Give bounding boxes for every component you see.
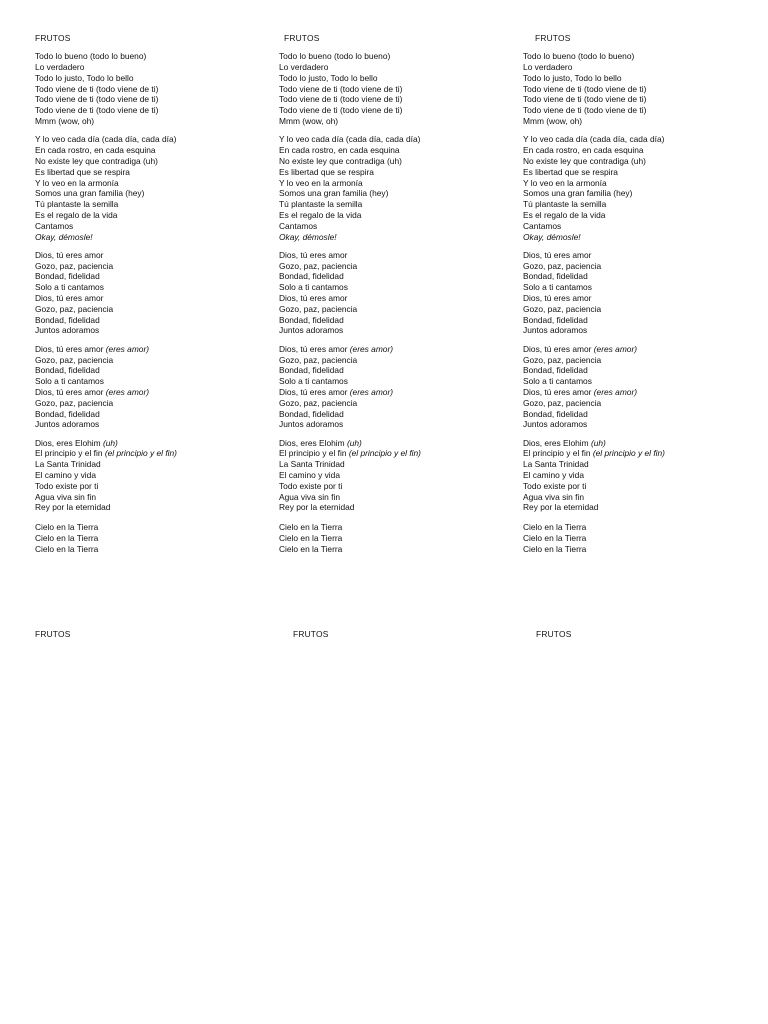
lyrics-line-text: Cielo en la Tierra <box>523 532 587 543</box>
lyrics-line-text: Bondad, fidelidad <box>523 314 588 325</box>
song-title: FRUTOS <box>535 33 571 43</box>
lyrics-line <box>523 533 758 544</box>
lyrics-line <box>35 188 270 199</box>
lyrics-line <box>279 51 514 62</box>
lyrics-line <box>523 261 758 272</box>
lyrics-line <box>35 199 270 210</box>
lyrics-line-text: Es el regalo de la vida <box>279 209 362 220</box>
lyrics-line <box>523 73 758 84</box>
lyrics-line-text: Agua viva sin fin <box>35 491 96 502</box>
lyrics-line <box>279 134 514 145</box>
lyrics-line-text: Mmm (wow, oh) <box>35 116 95 127</box>
lyrics-line <box>35 344 270 355</box>
lyrics-line <box>279 250 514 261</box>
lyrics-line <box>523 210 758 221</box>
lyrics-line-text: No existe ley que contradiga (uh) <box>523 155 646 166</box>
footer-title-2: FRUTOS <box>293 629 329 639</box>
lyrics-stanza <box>279 51 514 127</box>
lyrics-line-text: Juntos adoramos <box>279 419 344 430</box>
lyrics-line <box>523 271 758 282</box>
lyrics-line-text: Bondad, fidelidad <box>279 271 344 282</box>
lyrics-line <box>523 178 758 189</box>
lyrics-line-text: Todo viene de ti (todo viene de ti) <box>523 94 647 105</box>
lyrics-stanza <box>279 438 514 514</box>
lyrics-column-1 <box>35 33 270 555</box>
lyrics-line-text: El camino y vida <box>523 469 584 480</box>
lyrics-line-text: Todo viene de ti (todo viene de ti) <box>279 94 403 105</box>
lyrics-stanza <box>35 250 270 336</box>
lyrics-line <box>35 232 270 243</box>
lyrics-line <box>523 470 758 481</box>
lyrics-line-text: Todo viene de ti (todo viene de ti) <box>523 105 647 116</box>
lyrics-stanza <box>35 134 270 242</box>
lyrics-line-text: Gozo, paz, paciencia <box>523 354 602 365</box>
lyrics-line <box>35 156 270 167</box>
lyrics-line <box>523 544 758 555</box>
lyrics-line-text: Solo a ti cantamos <box>523 282 592 293</box>
lyrics-line <box>523 419 758 430</box>
lyrics-line <box>35 221 270 232</box>
lyrics-line-text: Y lo veo en la armonía <box>279 177 363 188</box>
lyrics-line <box>523 116 758 127</box>
lyrics-line-echo: (eres amor) <box>105 343 150 354</box>
lyrics-line-text: Bondad, fidelidad <box>523 365 588 376</box>
lyrics-stanza <box>35 522 270 554</box>
lyrics-line <box>35 145 270 156</box>
lyrics-line-text: Juntos adoramos <box>35 325 100 336</box>
lyrics-line <box>523 304 758 315</box>
lyrics-line-text: Dios, tú eres amor <box>279 343 350 354</box>
lyrics-line-text: El camino y vida <box>35 469 96 480</box>
lyrics-line-text: El principio y el fin <box>35 448 105 459</box>
lyrics-stanza <box>35 438 270 514</box>
lyrics-line-text: Bondad, fidelidad <box>523 408 588 419</box>
lyrics-line <box>279 315 514 326</box>
lyrics-line <box>35 271 270 282</box>
lyrics-line <box>279 376 514 387</box>
lyrics-line <box>523 325 758 336</box>
lyrics-line-text: Todo viene de ti (todo viene de ti) <box>35 105 159 116</box>
lyrics-line-text: Lo verdadero <box>35 62 85 73</box>
lyrics-line <box>523 344 758 355</box>
lyrics-line <box>35 167 270 178</box>
lyrics-line-text: Todo viene de ti (todo viene de ti) <box>35 83 159 94</box>
lyrics-line-text: Gozo, paz, paciencia <box>523 260 602 271</box>
lyrics-line-text: Gozo, paz, paciencia <box>35 397 114 408</box>
lyrics-line-text: Cielo en la Tierra <box>35 522 99 533</box>
lyrics-line <box>523 105 758 116</box>
lyrics-line-echo: (uh) <box>590 437 606 448</box>
lyrics-line-text: Y lo veo en la armonía <box>35 177 119 188</box>
lyrics-line-text: Solo a ti cantamos <box>279 376 348 387</box>
lyrics-line <box>35 325 270 336</box>
lyrics-line-text: Somos una gran familia (hey) <box>35 188 145 199</box>
lyrics-line <box>279 355 514 366</box>
lyrics-line-text: Dios, tú eres amor <box>35 249 104 260</box>
lyrics-line-echo: (el principio y el fin) <box>592 448 665 459</box>
lyrics-line <box>523 62 758 73</box>
lyrics-stanza <box>35 344 270 430</box>
lyrics-line-text: Todo viene de ti (todo viene de ti) <box>279 105 403 116</box>
lyrics-line <box>35 398 270 409</box>
lyrics-line-text: Solo a ti cantamos <box>35 282 104 293</box>
lyrics-line-text: Dios, tú eres amor <box>523 343 594 354</box>
lyrics-line <box>279 409 514 420</box>
lyrics-line-text: Cielo en la Tierra <box>35 532 99 543</box>
lyrics-line-text: Juntos adoramos <box>523 419 588 430</box>
lyrics-line <box>279 73 514 84</box>
lyrics-line-text: En cada rostro, en cada esquina <box>523 145 644 156</box>
lyrics-stanza <box>35 51 270 127</box>
lyrics-line-echo: (eres amor) <box>349 386 394 397</box>
lyrics-line <box>523 365 758 376</box>
lyrics-line <box>35 73 270 84</box>
lyrics-line-text: No existe ley que contradiga (uh) <box>279 155 402 166</box>
lyrics-line-text: Gozo, paz, paciencia <box>279 260 358 271</box>
lyrics-line-text: Gozo, paz, paciencia <box>523 303 602 314</box>
lyrics-line <box>35 116 270 127</box>
lyrics-line <box>523 282 758 293</box>
lyrics-line-text: Rey por la eternidad <box>35 502 111 513</box>
lyrics-line-text: Agua viva sin fin <box>523 491 584 502</box>
lyrics-line <box>279 533 514 544</box>
lyrics-line-text: Juntos adoramos <box>279 325 344 336</box>
lyrics-line-text: Dios, tú eres amor <box>523 249 592 260</box>
lyrics-line-text: Todo existe por ti <box>279 480 343 491</box>
lyrics-line <box>279 398 514 409</box>
lyrics-line <box>523 459 758 470</box>
lyrics-line <box>279 492 514 503</box>
lyrics-line <box>523 94 758 105</box>
lyrics-line <box>35 448 270 459</box>
lyrics-line-text: Todo viene de ti (todo viene de ti) <box>523 83 647 94</box>
lyrics-line-text: Es el regalo de la vida <box>523 209 606 220</box>
lyrics-line <box>523 199 758 210</box>
lyrics-line-text: Okay, démosle! <box>279 231 337 242</box>
lyrics-line-text: Es el regalo de la vida <box>35 209 118 220</box>
lyrics-line-text: Cielo en la Tierra <box>279 543 343 554</box>
lyrics-line-text: Gozo, paz, paciencia <box>35 303 114 314</box>
lyrics-line-text: En cada rostro, en cada esquina <box>279 145 400 156</box>
lyrics-line <box>35 94 270 105</box>
lyrics-line <box>279 210 514 221</box>
lyrics-line-text: Todo viene de ti (todo viene de ti) <box>279 83 403 94</box>
song-title: FRUTOS <box>284 33 320 43</box>
lyrics-line-text: Todo existe por ti <box>523 480 587 491</box>
lyrics-line-text: Okay, démosle! <box>35 231 93 242</box>
lyrics-line <box>35 261 270 272</box>
lyrics-line <box>35 365 270 376</box>
lyrics-line-text: Dios, tú eres amor <box>279 293 348 304</box>
lyrics-line <box>523 167 758 178</box>
lyrics-line <box>523 355 758 366</box>
lyrics-line-echo: (uh) <box>346 437 362 448</box>
lyrics-line-text: Gozo, paz, paciencia <box>279 397 358 408</box>
lyrics-line-text: Dios, tú eres amor <box>279 386 350 397</box>
lyrics-line <box>35 304 270 315</box>
lyrics-line-text: Dios, eres Elohim <box>523 437 591 448</box>
lyrics-line <box>35 293 270 304</box>
lyrics-line <box>279 282 514 293</box>
lyrics-line <box>35 134 270 145</box>
lyrics-line-text: Tú plantaste la semilla <box>35 199 119 210</box>
lyrics-line-text: Dios, tú eres amor <box>523 293 592 304</box>
lyrics-line <box>35 376 270 387</box>
lyrics-line-text: La Santa Trinidad <box>523 459 589 470</box>
lyrics-line-text: Todo existe por ti <box>35 480 99 491</box>
lyrics-line-text: Cielo en la Tierra <box>523 543 587 554</box>
lyrics-stanza <box>279 344 514 430</box>
lyrics-line-text: Juntos adoramos <box>35 419 100 430</box>
lyrics-line-text: El principio y el fin <box>279 448 349 459</box>
lyrics-line <box>279 156 514 167</box>
lyrics-line-text: Todo lo bueno (todo lo bueno) <box>523 51 635 62</box>
lyrics-line-echo: (eres amor) <box>593 343 638 354</box>
lyrics-line-text: Es libertad que se respira <box>35 166 130 177</box>
lyrics-line-text: Y lo veo en la armonía <box>523 177 607 188</box>
lyrics-line <box>279 188 514 199</box>
lyrics-line-text: Bondad, fidelidad <box>35 271 100 282</box>
lyrics-line <box>279 116 514 127</box>
lyrics-stanza <box>523 344 758 430</box>
lyrics-line-text: Cantamos <box>279 220 318 231</box>
lyrics-line-text: Rey por la eternidad <box>523 502 599 513</box>
lyrics-line <box>35 544 270 555</box>
lyrics-line-text: Somos una gran familia (hey) <box>523 188 633 199</box>
lyrics-line <box>35 178 270 189</box>
lyrics-line <box>279 304 514 315</box>
lyrics-line <box>279 105 514 116</box>
lyrics-line <box>279 365 514 376</box>
lyrics-line-text: El principio y el fin <box>523 448 593 459</box>
lyrics-line-text: El camino y vida <box>279 469 340 480</box>
lyrics-line-text: Cielo en la Tierra <box>35 543 99 554</box>
lyrics-line <box>35 210 270 221</box>
lyrics-line-text: Lo verdadero <box>523 62 573 73</box>
lyrics-line <box>279 167 514 178</box>
lyrics-line-text: Lo verdadero <box>279 62 329 73</box>
lyrics-line-echo: (eres amor) <box>593 386 638 397</box>
lyrics-line-text: Cielo en la Tierra <box>279 532 343 543</box>
lyrics-line <box>523 315 758 326</box>
lyrics-line-echo: (eres amor) <box>349 343 394 354</box>
lyrics-line-echo: (uh) <box>102 437 118 448</box>
lyrics-line <box>35 522 270 533</box>
lyrics-stanza <box>523 134 758 242</box>
lyrics-line-text: Mmm (wow, oh) <box>523 116 583 127</box>
lyrics-line-text: Cielo en la Tierra <box>523 522 587 533</box>
footer-title-3: FRUTOS <box>536 629 572 639</box>
lyrics-line <box>523 376 758 387</box>
lyrics-line-text: Dios, tú eres amor <box>523 386 594 397</box>
lyrics-line-text: Dios, eres Elohim <box>279 437 347 448</box>
lyrics-line-text: La Santa Trinidad <box>279 459 345 470</box>
lyrics-line-text: Gozo, paz, paciencia <box>35 354 114 365</box>
lyrics-line-text: Todo lo justo, Todo lo bello <box>35 72 134 83</box>
lyrics-line <box>279 62 514 73</box>
lyrics-line <box>279 502 514 513</box>
lyrics-line-text: Solo a ti cantamos <box>523 376 592 387</box>
lyrics-line-text: Bondad, fidelidad <box>279 365 344 376</box>
lyrics-line <box>35 481 270 492</box>
lyrics-line <box>35 459 270 470</box>
lyrics-line-text: Dios, eres Elohim <box>35 437 103 448</box>
lyrics-line-text: Dios, tú eres amor <box>35 293 104 304</box>
lyrics-stanza <box>523 438 758 514</box>
lyrics-line <box>279 221 514 232</box>
lyrics-line <box>35 62 270 73</box>
lyrics-line <box>279 232 514 243</box>
lyrics-line-text: Bondad, fidelidad <box>523 271 588 282</box>
lyrics-line-text: Bondad, fidelidad <box>279 408 344 419</box>
lyrics-line-text: Mmm (wow, oh) <box>279 116 339 127</box>
lyrics-line <box>523 221 758 232</box>
lyrics-line-echo: (el principio y el fin) <box>104 448 177 459</box>
lyrics-line-text: Y lo veo cada día (cada día, cada día) <box>35 134 177 145</box>
song-title: FRUTOS <box>35 33 71 43</box>
lyrics-line-text: Rey por la eternidad <box>279 502 355 513</box>
lyrics-line <box>279 459 514 470</box>
lyrics-line-text: Bondad, fidelidad <box>35 365 100 376</box>
lyrics-line-text: Cielo en la Tierra <box>279 522 343 533</box>
lyrics-stanza <box>279 522 514 554</box>
lyrics-line-text: Bondad, fidelidad <box>279 314 344 325</box>
lyrics-line <box>523 293 758 304</box>
lyrics-line <box>279 271 514 282</box>
lyrics-line <box>523 188 758 199</box>
lyrics-line <box>523 51 758 62</box>
lyrics-line <box>523 438 758 449</box>
lyrics-line-text: Cantamos <box>35 220 74 231</box>
lyrics-line <box>35 84 270 95</box>
lyrics-line <box>279 419 514 430</box>
lyrics-line-text: Okay, démosle! <box>523 231 581 242</box>
lyrics-line <box>523 409 758 420</box>
footer-title-1: FRUTOS <box>35 629 71 639</box>
lyrics-line <box>35 492 270 503</box>
lyrics-column-2 <box>279 33 514 555</box>
lyrics-line <box>279 470 514 481</box>
lyrics-line <box>279 522 514 533</box>
lyrics-stanza <box>523 51 758 127</box>
lyrics-line-echo: (el principio y el fin) <box>348 448 421 459</box>
lyrics-line <box>523 387 758 398</box>
lyrics-column-3 <box>523 33 758 555</box>
lyrics-line-text: Dios, tú eres amor <box>35 343 106 354</box>
lyrics-line <box>523 448 758 459</box>
lyrics-line <box>35 409 270 420</box>
lyrics-line <box>523 481 758 492</box>
lyrics-line <box>35 355 270 366</box>
lyrics-line <box>523 492 758 503</box>
lyrics-stanza <box>279 250 514 336</box>
lyrics-line-text: Bondad, fidelidad <box>35 408 100 419</box>
lyrics-line-text: Todo lo justo, Todo lo bello <box>523 72 622 83</box>
lyrics-line-text: La Santa Trinidad <box>35 459 101 470</box>
lyrics-line-text: Agua viva sin fin <box>279 491 340 502</box>
lyrics-line-text: Solo a ti cantamos <box>35 376 104 387</box>
lyrics-line-echo: (eres amor) <box>105 386 150 397</box>
lyrics-line <box>35 419 270 430</box>
lyrics-line-text: Todo lo justo, Todo lo bello <box>279 72 378 83</box>
lyrics-line <box>523 522 758 533</box>
lyrics-line-text: Solo a ti cantamos <box>279 282 348 293</box>
lyrics-line <box>279 387 514 398</box>
lyrics-line-text: Cantamos <box>523 220 562 231</box>
lyrics-line <box>279 325 514 336</box>
lyrics-line <box>279 344 514 355</box>
lyrics-line <box>35 282 270 293</box>
lyrics-line-text: Juntos adoramos <box>523 325 588 336</box>
lyrics-line-text: Todo lo bueno (todo lo bueno) <box>35 51 147 62</box>
lyrics-line <box>279 199 514 210</box>
lyrics-line-text: Todo viene de ti (todo viene de ti) <box>35 94 159 105</box>
lyrics-line-text: Tú plantaste la semilla <box>279 199 363 210</box>
lyrics-line <box>523 398 758 409</box>
lyrics-stanza <box>523 250 758 336</box>
lyrics-line <box>279 544 514 555</box>
lyrics-line-text: En cada rostro, en cada esquina <box>35 145 156 156</box>
lyrics-line-text: Es libertad que se respira <box>279 166 374 177</box>
lyrics-line-text: Es libertad que se respira <box>523 166 618 177</box>
lyrics-line <box>279 94 514 105</box>
lyrics-line-text: Gozo, paz, paciencia <box>279 303 358 314</box>
lyrics-line <box>279 261 514 272</box>
lyrics-line <box>35 105 270 116</box>
lyrics-line <box>35 502 270 513</box>
lyrics-line <box>279 293 514 304</box>
lyrics-line <box>279 178 514 189</box>
lyrics-line <box>279 84 514 95</box>
lyrics-line-text: Todo lo bueno (todo lo bueno) <box>279 51 391 62</box>
lyrics-line-text: Y lo veo cada día (cada día, cada día) <box>523 134 665 145</box>
lyrics-line <box>35 533 270 544</box>
lyrics-line <box>35 438 270 449</box>
lyrics-line-text: No existe ley que contradiga (uh) <box>35 155 158 166</box>
lyrics-line <box>35 470 270 481</box>
lyrics-line-text: Y lo veo cada día (cada día, cada día) <box>279 134 421 145</box>
lyrics-stanza <box>523 522 758 554</box>
lyrics-line <box>523 84 758 95</box>
lyrics-line <box>35 315 270 326</box>
lyrics-line <box>35 51 270 62</box>
lyrics-line-text: Gozo, paz, paciencia <box>523 397 602 408</box>
lyrics-stanza <box>279 134 514 242</box>
lyrics-line-text: Bondad, fidelidad <box>35 314 100 325</box>
lyrics-line <box>523 232 758 243</box>
lyrics-line <box>523 250 758 261</box>
lyrics-line <box>523 156 758 167</box>
lyrics-line <box>35 250 270 261</box>
lyrics-line-text: Gozo, paz, paciencia <box>35 260 114 271</box>
lyrics-line-text: Gozo, paz, paciencia <box>279 354 358 365</box>
lyrics-line <box>523 134 758 145</box>
lyrics-line <box>35 387 270 398</box>
lyrics-line-text: Somos una gran familia (hey) <box>279 188 389 199</box>
lyrics-line-text: Tú plantaste la semilla <box>523 199 607 210</box>
lyrics-line <box>279 481 514 492</box>
lyrics-line-text: Dios, tú eres amor <box>35 386 106 397</box>
lyrics-line-text: Dios, tú eres amor <box>279 249 348 260</box>
lyrics-line <box>523 502 758 513</box>
lyrics-line <box>279 145 514 156</box>
lyrics-line <box>523 145 758 156</box>
lyrics-line <box>279 448 514 459</box>
lyrics-line <box>279 438 514 449</box>
